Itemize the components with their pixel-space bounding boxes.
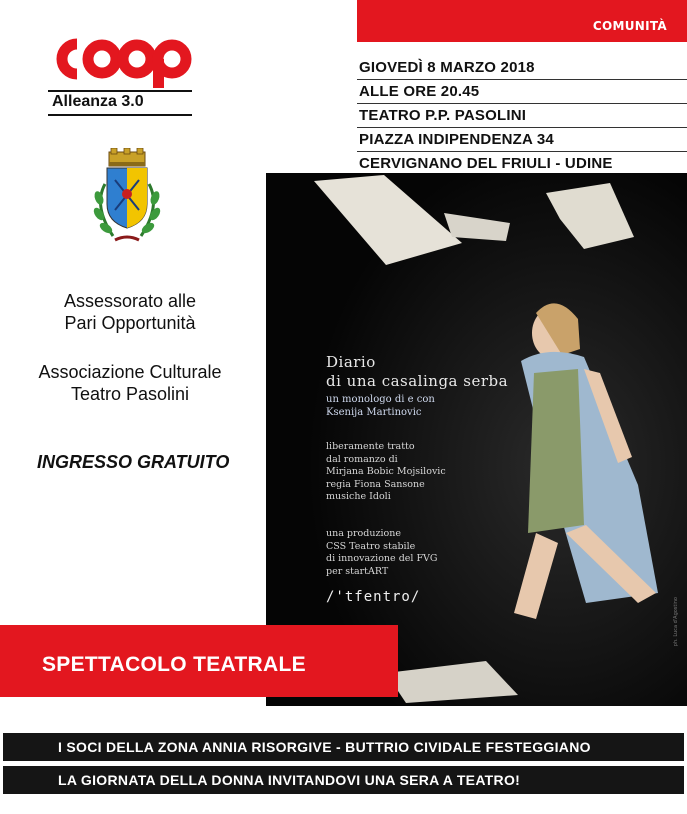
organizer-assessorato: Assessorato alle Pari Opportunità [63,291,197,333]
bottom-bar-2-text: LA GIORNATA DELLA DONNA INVITANDOVI UNA SERA A TEATRO! [58,772,521,788]
logo-rule-bottom [48,114,192,116]
show-type-banner [0,625,398,697]
event-address: PIAZZA INDIPENDENZA 34 [357,128,687,152]
photo-credit: ph. Luca d'Agostino [673,596,679,646]
producer-logo: /'tfentro/ [326,589,421,605]
coop-logo-icon [45,30,195,88]
bottom-bar-2 [3,766,684,794]
coop-logo [45,30,195,88]
poster-title: Diario di una casalinga serba [326,353,509,390]
poster-production: una produzione CSS Teatro stabile di innovazione del FVG per startART [326,528,438,577]
event-venue: TEATRO P.P. PASOLINI [357,104,687,128]
event-date: GIOVEDÌ 8 MARZO 2018 [357,56,687,80]
show-type-label: SPETTACOLO TEATRALE [42,653,306,676]
municipal-crest-icon [87,148,167,250]
event-time: ALLE ORE 20.45 [357,80,687,104]
logo-rule-top [48,90,192,92]
poster-credits: liberamente tratto dal romanzo di Mirjana Bobic Mojsilovic regia Fiona Sansone musiche Idoli [326,441,446,502]
event-city: CERVIGNANO DEL FRIULI - UDINE [359,155,613,172]
organizer-associazione: Associazione Culturale Teatro Pasolini [38,362,222,404]
poster-performer: un monologo di e con Ksenija Martinovic [326,394,435,418]
category-banner [357,0,687,42]
category-label: COMUNITÀ [592,19,667,33]
free-entry-label: INGRESSO GRATUITO [37,452,230,472]
logo-subtitle: Alleanza 3.0 [52,93,144,110]
bottom-bar-1-text: I SOCI DELLA ZONA ANNIA RISORGIVE - BUTTRIO CIVIDALE FESTEGGIANO [58,739,591,755]
bottom-bar-1 [3,733,684,761]
